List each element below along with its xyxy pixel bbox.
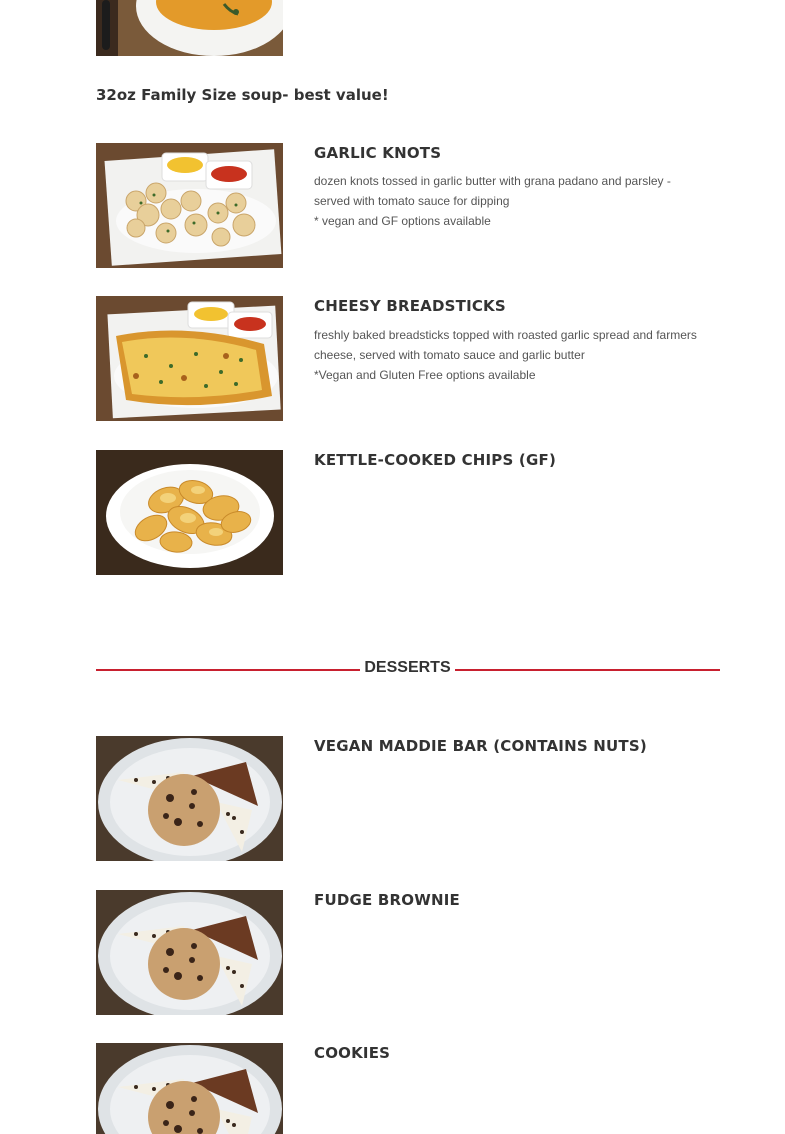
desserts-section-header [96, 658, 720, 682]
fudge-brownie-image[interactable] [96, 890, 283, 1015]
cheesy-breadsticks-desc-2: cheese, served with tomato sauce and garlic butter [314, 348, 585, 362]
desserts-heading: DESSERTS [364, 659, 451, 676]
cookies-title[interactable]: COOKIES [314, 1044, 391, 1062]
cheesy-breadsticks-title[interactable]: CHEESY BREADSTICKS [314, 297, 506, 315]
soup-family-size-note: 32oz Family Size soup- best value! [96, 86, 389, 104]
garlic-knots-desc-3: * vegan and GF options available [314, 214, 491, 228]
garlic-knots-title[interactable]: GARLIC KNOTS [314, 144, 442, 162]
section-divider-right [455, 669, 720, 671]
cheesy-breadsticks-desc-1: freshly baked breadsticks topped with roasted garlic spread and farmers [314, 328, 697, 342]
section-divider-left [96, 669, 360, 671]
cheesy-breadsticks-desc-3: *Vegan and Gluten Free options available [314, 368, 536, 382]
garlic-knots-desc-2: served with tomato sauce for dipping [314, 194, 510, 208]
garlic-knots-image[interactable] [96, 143, 283, 268]
cheesy-breadsticks-image[interactable] [96, 296, 283, 421]
garlic-knots-desc-1: dozen knots tossed in garlic butter with grana padano and parsley - [314, 174, 671, 188]
kettle-chips-image[interactable] [96, 450, 283, 575]
fudge-brownie-title[interactable]: FUDGE BROWNIE [314, 891, 460, 909]
kettle-chips-title[interactable]: KETTLE-COOKED CHIPS (GF) [314, 451, 556, 469]
vegan-maddie-bar-title[interactable]: VEGAN MADDIE BAR (CONTAINS NUTS) [314, 737, 647, 755]
cookies-image[interactable] [96, 1043, 283, 1134]
soup-image[interactable] [96, 0, 283, 56]
vegan-maddie-bar-image[interactable] [96, 736, 283, 861]
